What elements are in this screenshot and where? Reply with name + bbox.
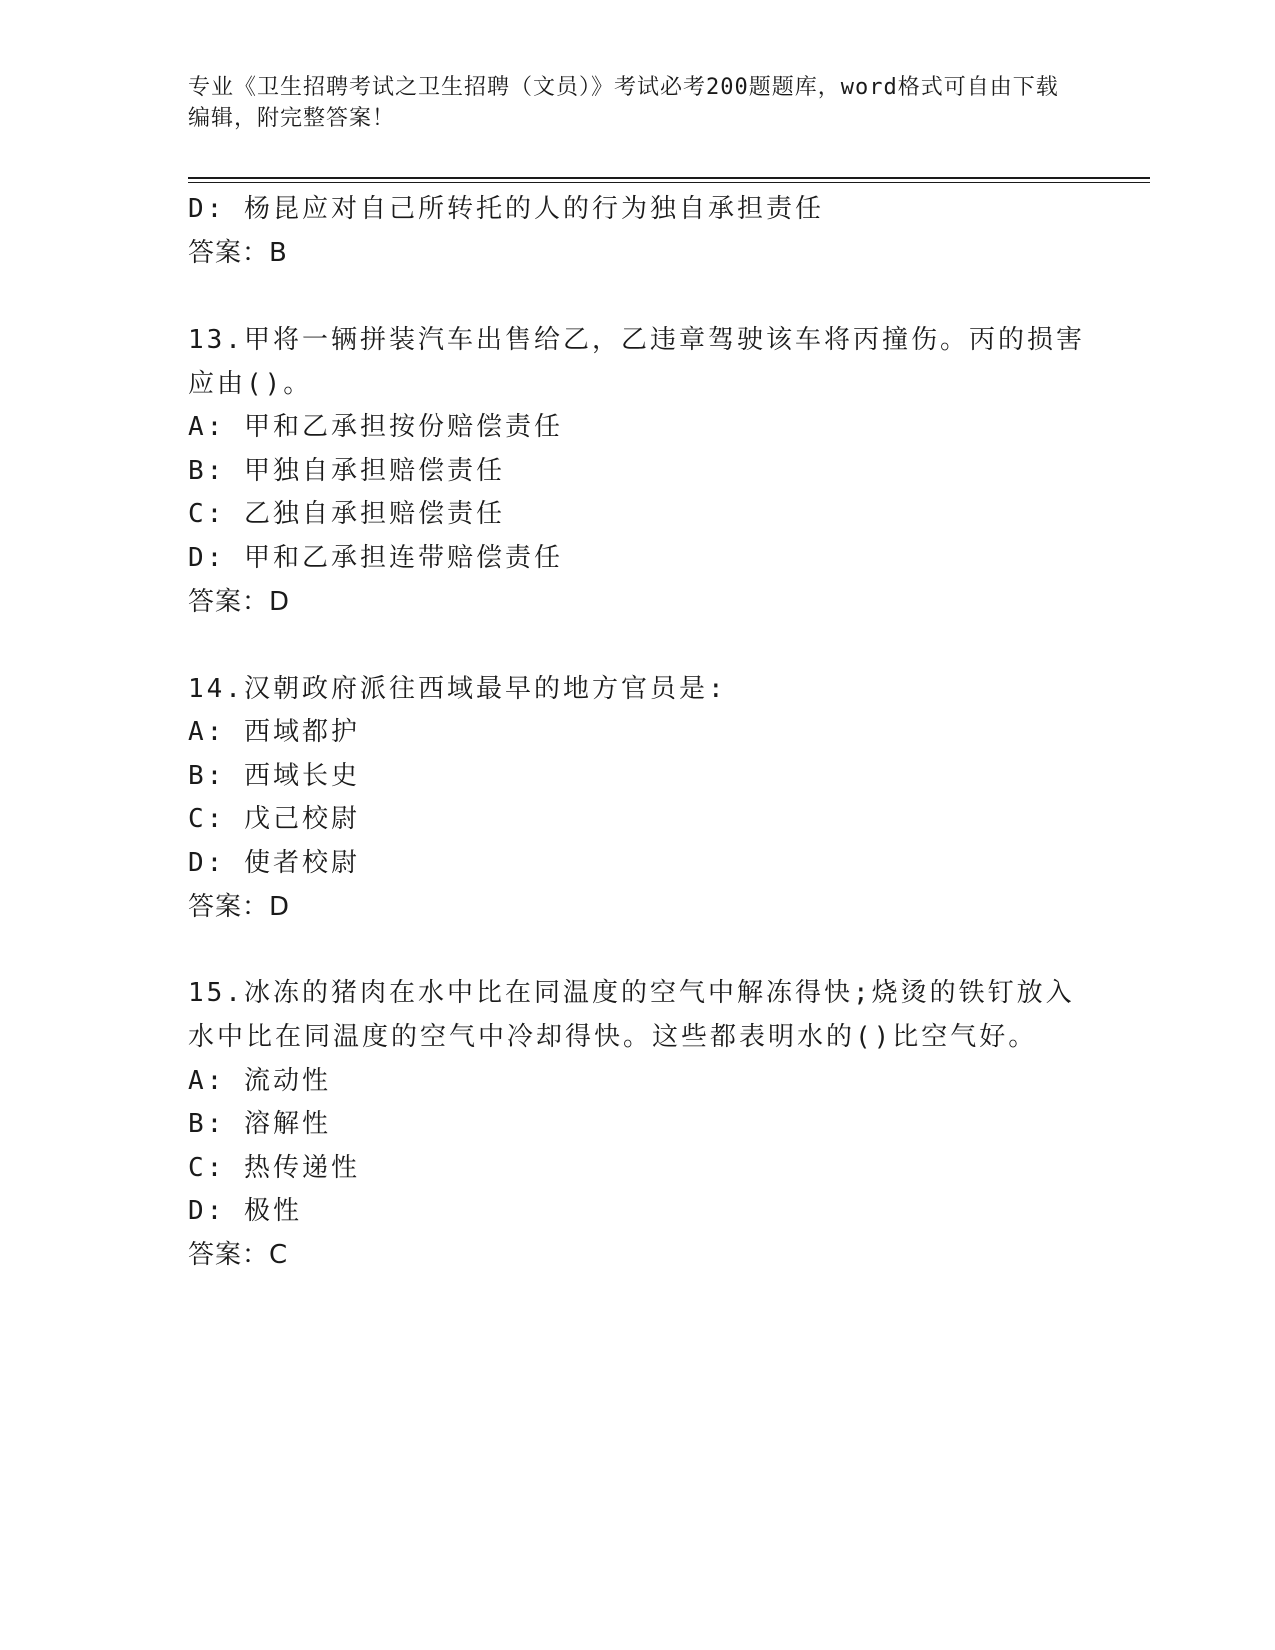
q15-stem-line2: 水中比在同温度的空气中冷却得快。这些都表明水的()比空气好。 [188, 1022, 1038, 1052]
q13-option-d: D: 甲和乙承担连带赔偿责任 [188, 543, 563, 573]
q14-stem-line1: 14.汉朝政府派往西域最早的地方官员是: [188, 674, 727, 704]
q13-stem-line2: 应由()。 [188, 369, 313, 399]
q15-option-b: B: 溶解性 [188, 1109, 331, 1139]
q14-option-a: A: 西域都护 [188, 717, 360, 747]
q15-option-d: D: 极性 [188, 1196, 302, 1226]
q15-answer: 答案：C [188, 1240, 289, 1270]
q14-option-b: B: 西域长史 [188, 761, 360, 791]
q13-option-a: A: 甲和乙承担按份赔偿责任 [188, 412, 563, 442]
q14-answer: 答案：D [188, 892, 291, 922]
q14-option-c: C: 戊己校尉 [188, 804, 360, 834]
prev-question-option-d: D: 杨昆应对自己所转托的人的行为独自承担责任 [188, 194, 824, 224]
q15-option-c: C: 热传递性 [188, 1153, 360, 1183]
q13-option-c: C: 乙独自承担赔偿责任 [188, 499, 505, 529]
header-rule-thin [188, 182, 1150, 183]
q14-option-d: D: 使者校尉 [188, 848, 360, 878]
q13-stem-line1: 13.甲将一辆拼装汽车出售给乙，乙违章驾驶该车将丙撞伤。丙的损害 [188, 325, 1085, 355]
document-header: 专业《卫生招聘考试之卫生招聘（文员）》考试必考200题题库，word格式可自由下载编辑，附完整答案！ [188, 75, 1059, 131]
q13-answer: 答案：D [188, 587, 291, 617]
q15-stem-line1: 15.冰冻的猪肉在水中比在同温度的空气中解冻得快;烧烫的铁钉放入 [188, 978, 1075, 1008]
q15-option-a: A: 流动性 [188, 1066, 331, 1096]
prev-question-answer: 答案：B [188, 238, 288, 268]
q13-option-b: B: 甲独自承担赔偿责任 [188, 456, 505, 486]
header-rule-thick [188, 177, 1150, 179]
